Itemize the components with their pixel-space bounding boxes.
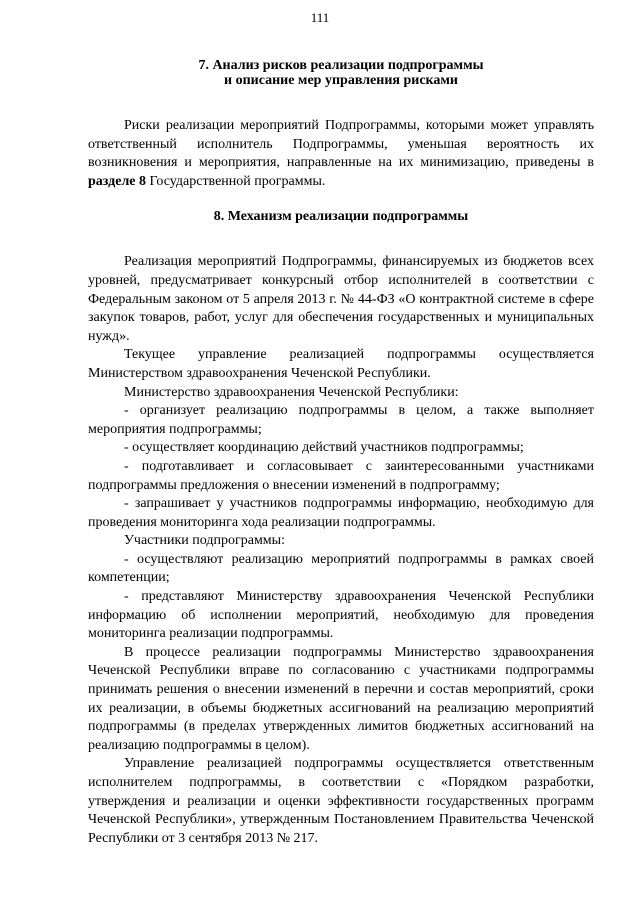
paragraph-current-management: Текущее управление реализацией подпрограммы осуществляется Министерством здравоохранения Чеченской Республики.	[88, 347, 594, 381]
section-7-text-end: Государственной программы.	[146, 173, 326, 189]
list-item-requests: - запрашивает у участников подпрограммы информацию, необходимую для проведения мониторинга хода реализации подпрограммы.	[88, 496, 594, 530]
document-body	[88, 58, 594, 848]
paragraph-management: Управление реализацией подпрограммы осуществляется ответственным исполнителем подпрограммы, в соответствии с «Порядком разработки, утверждения и реализации и оценки эффективности государственных программ Чеченской Республики», утвержденным Постановлением Правительства Чеченской Республики от 3 сентября 2013 № 217.	[88, 756, 594, 846]
list-item-implement: - осуществляют реализацию мероприятий подпрограммы в рамках своей компетенции;	[88, 551, 594, 586]
list-item-prepares: - подготавливает и согласовывает с заинтересованными участниками подпрограммы предложения о внесении изменений в подпрограмму;	[88, 458, 594, 493]
list-item-organizes: - организует реализацию подпрограммы в целом, а также выполняет мероприятия подпрограммы;	[88, 403, 594, 437]
section-7-title-line-2: и описание мер управления рисками	[224, 73, 458, 88]
paragraph-changes: В процессе реализации подпрограммы Министерство здравоохранения Чеченской Республики вправе по согласованию с участниками подпрограммы принимать решения о внесении изменений в перечни и состав мероприятий, сроки их реализации, в объемы бюджетных ассигнований на реализацию мероприятий подпрограммы (в пределах утвержденных лимитов бюджетных ассигнований на реализацию подпрограммы в целом).	[88, 644, 594, 753]
section-7-heading	[88, 58, 594, 88]
section-8-heading: 8. Механизм реализации подпрограммы	[213, 209, 469, 225]
section-7-title-line-1: 7. Анализ рисков реализации подпрограммы	[198, 58, 484, 73]
section-reference: разделе 8	[88, 173, 147, 189]
list-item-provide: - представляют Министерству здравоохранения Чеченской Республики информацию об исполнении мероприятий, необходимую для проведения мониторинга реализации подпрограммы.	[88, 589, 594, 642]
section-7-text: Риски реализации мероприятий Подпрограммы, которыми может управлять ответственный исполнитель Подпрограммы, уменьшая вероятность их возникновения и мероприятия, направленные на их минимизацию, приведены в	[88, 118, 594, 171]
paragraph-ministry-intro: Министерство здравоохранения Чеченской Республики:	[124, 384, 459, 400]
page-number: 111	[310, 10, 330, 25]
paragraph-procurement: Реализация мероприятий Подпрограммы, финансируемых из бюджетов всех уровней, предусматривает конкурсный отбор исполнителей в соответствии с Федеральным законом от 5 апреля 2013 г. № 44-ФЗ «О контрактной системе в сфере закупок товаров, работ, услуг для обеспечения государственных и муниципальных нужд».	[88, 254, 594, 344]
list-item-coordinates: - осуществляет координацию действий участников подпрограммы;	[124, 440, 524, 456]
section-7-paragraph	[88, 117, 594, 191]
paragraph-participants-intro: Участники подпрограммы:	[124, 533, 285, 549]
